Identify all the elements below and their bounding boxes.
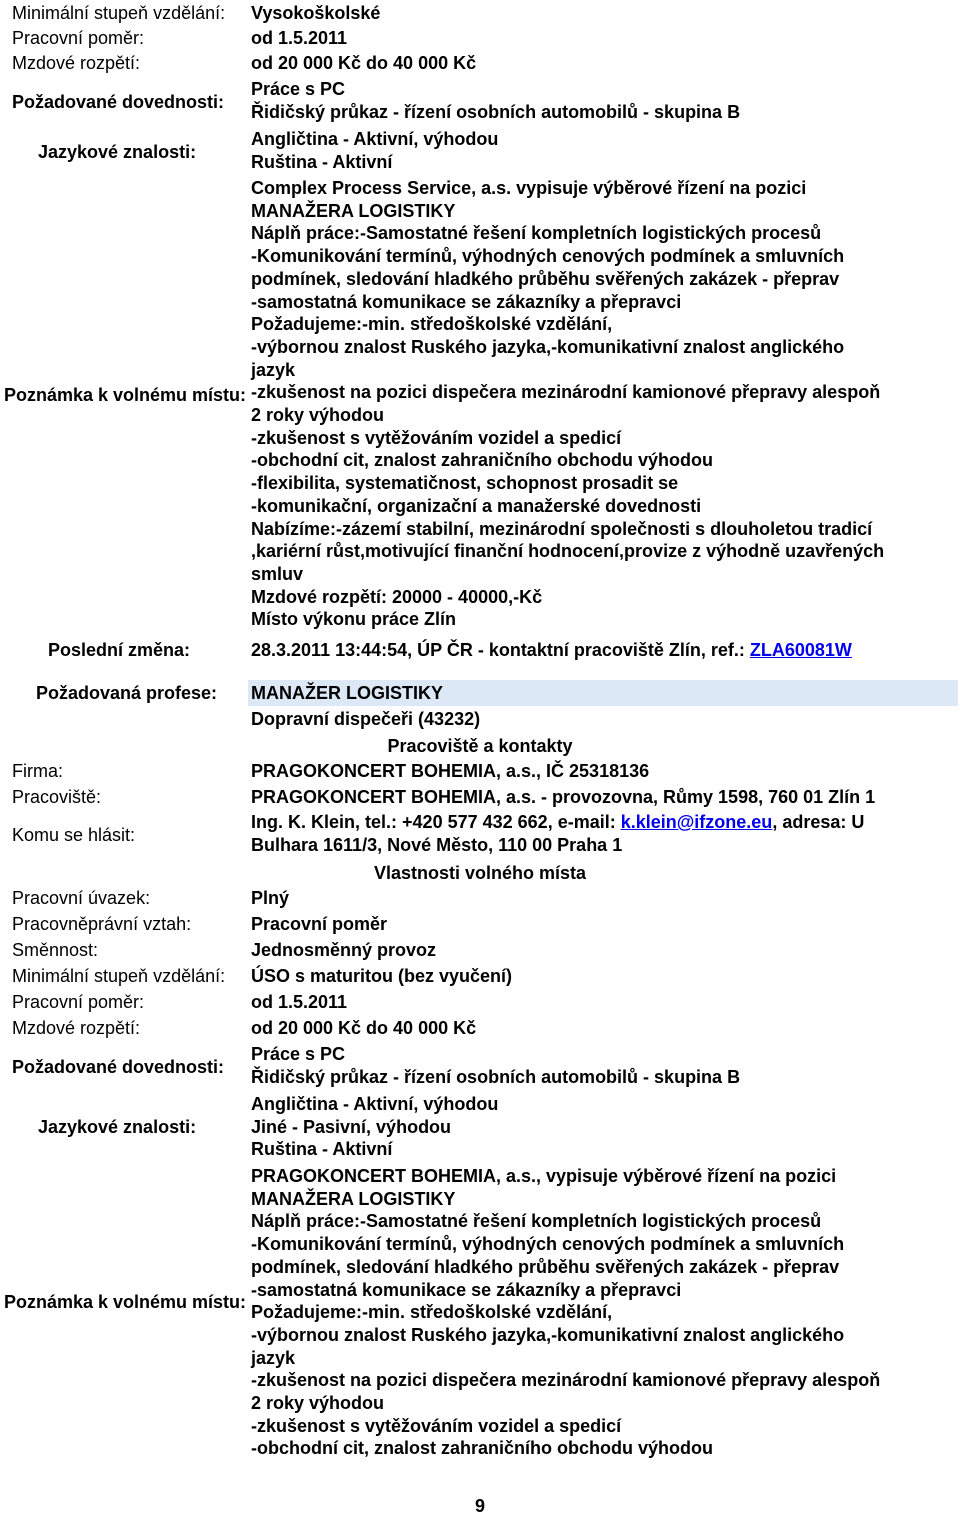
properties-heading: Vlastnosti volného místa (373, 863, 587, 883)
education-label: Minimální stupeň vzdělání: (12, 966, 226, 986)
note-line: -obchodní cit, znalost zahraničního obchodu výhodou (251, 1438, 713, 1459)
contact-address: Bulhara 1611/3, Nové Město, 110 00 Praha 1 (251, 834, 623, 855)
last-change-value (251, 639, 956, 662)
language-item: Jiné - Pasivní, výhodou (251, 1116, 452, 1137)
language-label: Jazykové znalosti: (38, 1117, 197, 1137)
note-line: Místo výkonu práce Zlín (251, 609, 457, 630)
skill-item: Práce s PC (251, 79, 346, 99)
note-line: MANAŽERA LOGISTIKY (251, 200, 456, 221)
rec2-relation-row (0, 913, 960, 937)
note-line: -výbornou znalost Ruského jazyka,-komunikativní znalost anglického (251, 336, 845, 357)
note-line: smluv (251, 563, 304, 584)
skills-value (251, 78, 956, 123)
skill-item: Řidičský průkaz - řízení osobních automobilů - skupina B (251, 101, 741, 122)
relation-value: Pracovní poměr (251, 914, 388, 934)
rec2-profession-row (0, 682, 960, 706)
skills-value (251, 1043, 956, 1088)
profession-label: Požadovaná profese: (36, 683, 218, 703)
profession-value: MANAŽER LOGISTIKY (251, 683, 443, 703)
contact-name: Ing. K. Klein (251, 812, 356, 832)
rec2-skills-row (0, 1043, 960, 1091)
contact-mail-label: , e-mail: (547, 812, 621, 832)
workplace-value: PRAGOKONCERT BOHEMIA, a.s. - provozovna, Růmy 1598, 760 01 Zlín 1 (251, 787, 876, 807)
rec1-salary-row (0, 52, 960, 76)
note-line: Complex Process Service, a.s. vypisuje výběrové řízení na pozici (251, 178, 807, 198)
rec2-education-row (0, 965, 960, 989)
language-item: Ruština - Aktivní (251, 1139, 393, 1160)
note-line: podmínek, sledování hladkého průběhu svěřených zakázek - přeprav (251, 268, 840, 289)
note-line: Nabízíme:-zázemí stabilní, mezinárodní společnosti s dlouholetou tradicí (251, 518, 873, 539)
note-line: Náplň práce:-Samostatné řešení kompletních logistických procesů (251, 1211, 822, 1232)
employment-label: Pracovní poměr: (12, 992, 145, 1012)
note-label: Poznámka k volnému místu: (3, 385, 247, 405)
contact-value (251, 811, 956, 856)
language-label: Jazykové znalosti: (38, 142, 197, 162)
salary-label: Mzdové rozpětí: (12, 53, 141, 73)
note-line: -samostatná komunikace se zákazníky a přepravci (251, 1279, 682, 1300)
rec2-salary-row (0, 1017, 960, 1041)
note-line: -zkušenost s vytěžováním vozidel a spedicí (251, 427, 622, 448)
rec2-profession-sub-row (0, 708, 960, 732)
rec2-contact-row (0, 811, 960, 859)
language-value (251, 1093, 956, 1161)
note-line: Požadujeme:-min. středoškolské vzdělání, (251, 314, 613, 335)
salary-label: Mzdové rozpětí: (12, 1018, 141, 1038)
salary-value: od 20 000 Kč do 40 000 Kč (251, 53, 477, 73)
education-label: Minimální stupeň vzdělání: (12, 3, 226, 23)
note-line: Mzdové rozpětí: 20000 - 40000,-Kč (251, 586, 543, 607)
rec1-education-row (0, 2, 960, 26)
skills-label: Požadované dovednosti: (12, 1057, 225, 1077)
rec2-shift-row (0, 939, 960, 963)
rec2-language-row (0, 1093, 960, 1163)
note-line: -Komunikování termínů, výhodných cenových podmínek a smluvních (251, 1234, 845, 1255)
contacts-heading: Pracoviště a kontakty (387, 736, 573, 756)
note-line: jazyk (251, 1347, 296, 1368)
contact-addr-label: , adresa: (772, 812, 852, 832)
skill-item: Řidičský průkaz - řízení osobních automobilů - skupina B (251, 1066, 741, 1087)
note-line: podmínek, sledování hladkého průběhu svěřených zakázek - přeprav (251, 1256, 840, 1277)
note-value (251, 1165, 956, 1460)
note-line: -zkušenost na pozici dispečera mezinárodní kamionové přepravy alespoň (251, 1370, 881, 1391)
rec2-firm-row (0, 760, 960, 784)
rec1-employment-row (0, 27, 960, 51)
relation-label: Pracovněprávní vztah: (12, 914, 192, 934)
language-item: Angličtina - Aktivní, výhodou (251, 1094, 499, 1114)
note-label: Poznámka k volnému místu: (3, 1292, 247, 1312)
education-value: ÚSO s maturitou (bez vyučení) (251, 966, 513, 986)
salary-value: od 20 000 Kč do 40 000 Kč (251, 1018, 477, 1038)
firm-name: PRAGOKONCERT BOHEMIA, a.s. (251, 761, 537, 781)
rec2-employment-row (0, 991, 960, 1015)
firm-value (251, 760, 956, 783)
firm-label: Firma: (12, 761, 63, 781)
contact-email-link[interactable]: k.klein@ifzone.eu (620, 812, 773, 832)
note-line: PRAGOKONCERT BOHEMIA, a.s., vypisuje výběrové řízení na pozici (251, 1166, 837, 1186)
load-value: Plný (251, 888, 290, 908)
firm-ic: , IČ 25318136 (536, 761, 650, 781)
reference-link[interactable]: ZLA60081W (749, 640, 852, 660)
page-number: 9 (474, 1496, 485, 1516)
language-value (251, 128, 956, 173)
rec1-last-change-row (0, 639, 960, 663)
rec1-language-row (0, 128, 960, 176)
shift-value: Jednosměnný provoz (251, 940, 437, 960)
contact-tel-label: , tel.: (355, 812, 403, 832)
last-change-label: Poslední změna: (48, 640, 191, 660)
rec2-load-row (0, 887, 960, 911)
note-line: 2 roky výhodou (251, 1393, 385, 1414)
profession-subtitle: Dopravní dispečeři (43232) (251, 709, 481, 729)
skills-label: Požadované dovednosti: (12, 92, 225, 112)
language-item: Angličtina - Aktivní, výhodou (251, 129, 499, 149)
rec2-note-row (0, 1165, 960, 1465)
note-line: -flexibilita, systematičnost, schopnost prosadit se (251, 473, 679, 494)
note-value (251, 177, 956, 631)
note-line: -Komunikování termínů, výhodných cenových podmínek a smluvních (251, 246, 845, 267)
last-change-text: 28.3.2011 13:44:54, ÚP ČR - kontaktní pracoviště Zlín, ref.: (251, 640, 750, 660)
note-line: -komunikační, organizační a manažerské dovednosti (251, 495, 702, 516)
note-line: Požadujeme:-min. středoškolské vzdělání, (251, 1302, 613, 1323)
note-line: MANAŽERA LOGISTIKY (251, 1188, 456, 1209)
rec1-note-row (0, 177, 960, 637)
note-line: -zkušenost na pozici dispečera mezinárodní kamionové přepravy alespoň (251, 382, 881, 403)
employment-value: od 1.5.2011 (251, 28, 348, 48)
rec2-workplace-row (0, 786, 960, 810)
skill-item: Práce s PC (251, 1044, 346, 1064)
language-item: Ruština - Aktivní (251, 151, 393, 172)
note-line: -obchodní cit, znalost zahraničního obchodu výhodou (251, 450, 713, 471)
note-line: -výbornou znalost Ruského jazyka,-komunikativní znalost anglického (251, 1324, 845, 1345)
workplace-label: Pracoviště: (12, 787, 102, 807)
note-line: ,kariérní růst,motivující finanční hodnocení,provize z výhodně uzavřených (251, 541, 885, 562)
shift-label: Směnnost: (12, 940, 99, 960)
contact-address-start: U (851, 812, 865, 832)
employment-value: od 1.5.2011 (251, 992, 348, 1012)
rec1-skills-row (0, 78, 960, 126)
note-line: jazyk (251, 359, 296, 380)
load-label: Pracovní úvazek: (12, 888, 151, 908)
note-line: Náplň práce:-Samostatné řešení kompletních logistických procesů (251, 223, 822, 244)
employment-label: Pracovní poměr: (12, 28, 145, 48)
contact-label: Komu se hlásit: (12, 825, 136, 845)
note-line: -samostatná komunikace se zákazníky a přepravci (251, 291, 682, 312)
note-line: 2 roky výhodou (251, 405, 385, 426)
education-value: Vysokoškolské (251, 3, 381, 23)
contact-phone: +420 577 432 662 (402, 812, 548, 832)
note-line: -zkušenost s vytěžováním vozidel a spedicí (251, 1415, 622, 1436)
